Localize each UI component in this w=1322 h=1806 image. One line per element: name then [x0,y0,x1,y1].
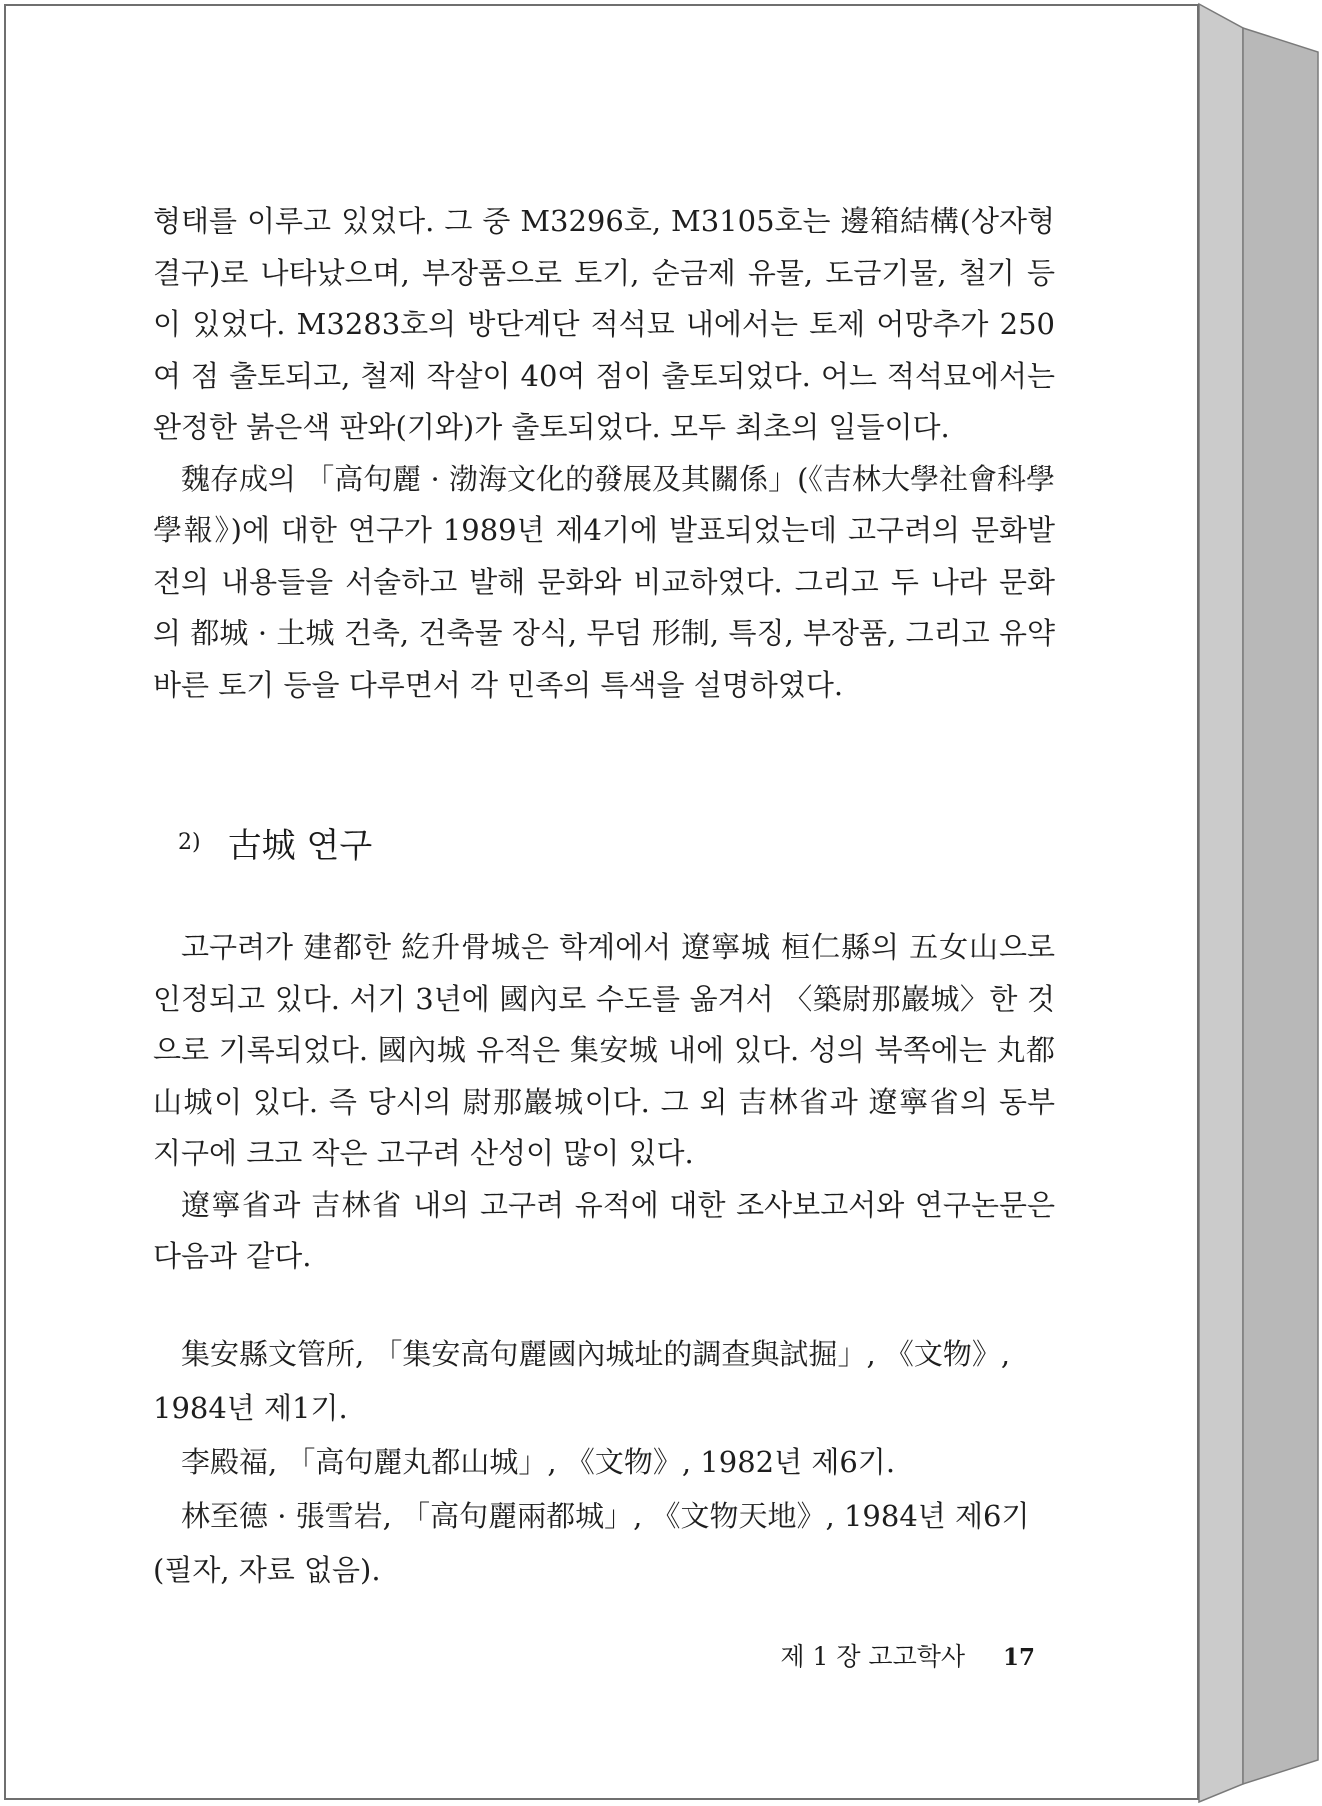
reference-list [153,1327,1055,1597]
paragraph-1: 형태를 이루고 있었다. 그 중 M3296호, M3105호는 邊箱結構(상자형 결구)로 나타났으며, 부장품으로 토기, 순금제 유물, 도금기물, 철기 등이 있었다. M3283호의 방단계단 적석묘 내에서는 토제 어망추가 250여 점 출토되고, 철제 작살이 40여 점이 출토되었다. 어느 적석묘에서는 완정한 붉은색 판와(기와)가 출토되었다. 모두 최초의 일들이다. [153,204,1055,444]
section-heading [178,818,372,867]
reference-item: 林至德 · 張雪岩, 「高句麗兩都城」, 《文物天地》, 1984년 제6기(필자, 자료 없음). [153,1499,1030,1587]
intro-text [153,196,1055,711]
section-number: 2) [178,830,201,855]
section-text [153,922,1055,1283]
paragraph-2: 魏存成의 「高句麗 · 渤海文化的發展及其關係」(《吉林大學社會科學學報》)에 대한 연구가 1989년 제4기에 발표되었는데 고구려의 문화발전의 내용들을 서술하고 발해 문화와 비교하였다. 그리고 두 나라 문화의 都城 · 土城 건축, 건축물 장식, 무덤 形制, 특징, 부장품, 그리고 유약 바른 토기 등을 다루면서 각 민족의 특색을 설명하였다. [153,461,1055,702]
page-number: 17 [1002,1644,1035,1671]
running-title: 제 1 장 고고학사 [780,1642,966,1671]
paragraph-3: 고구려가 建都한 紇升骨城은 학계에서 遼寧城 桓仁縣의 五女山으로 인정되고 있다. 서기 3년에 國內로 수도를 옮겨서 〈築尉那巖城〉한 것으로 기록되었다. 國內城 유적은 集安城 내에 있다. 성의 북쪽에는 丸都山城이 있다. 즉 당시의 尉那巖城이다. 그 외 吉林省과 遼寧省의 동부 지구에 크고 작은 고구려 산성이 많이 있다. [153,930,1055,1170]
page-footer [760,1637,1035,1673]
section-title: 古城 연구 [227,826,373,866]
reference-item: 集安縣文管所, 「集安高句麗國內城址的調查與試掘」, 《文物》, 1984년 제1기. [153,1337,1011,1425]
reference-item: 李殿福, 「高句麗丸都山城」, 《文物》, 1982년 제6기. [181,1445,896,1479]
paragraph-4: 遼寧省과 吉林省 내의 고구려 유적에 대한 조사보고서와 연구논문은 다음과 같다. [153,1187,1055,1273]
